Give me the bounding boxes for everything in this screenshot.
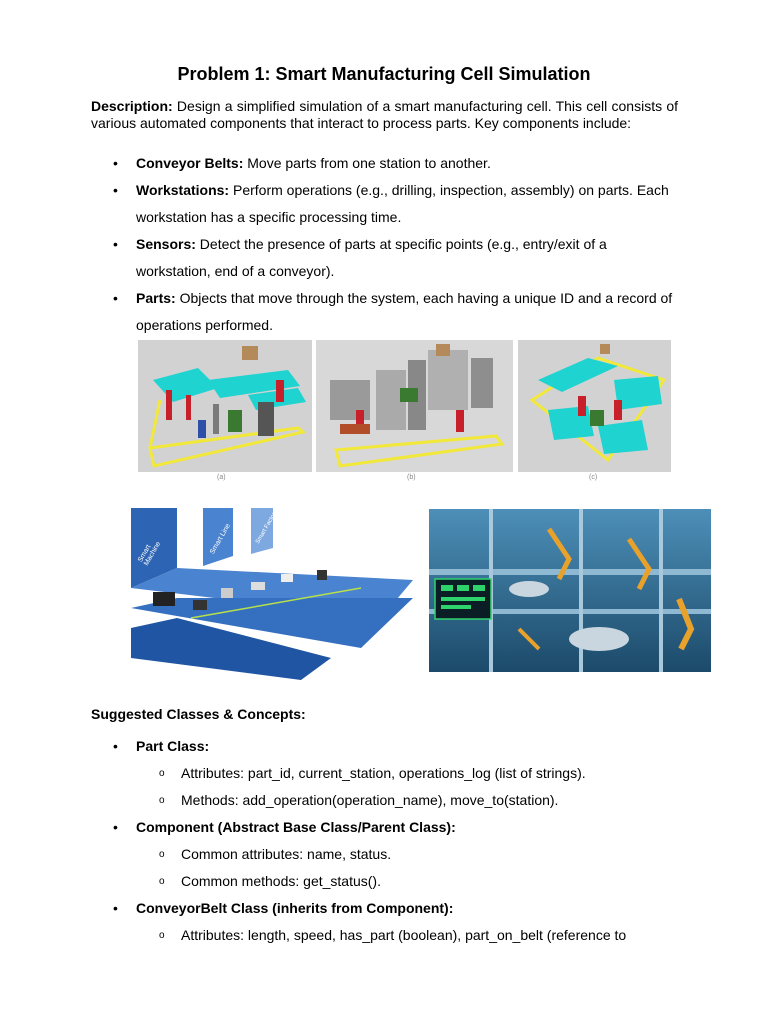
simulation-image-a <box>138 340 312 472</box>
component-text: Detect the presence of parts at specific points (e.g., entry/exit of a workstation, end of a conveyor). <box>136 236 607 279</box>
class-detail-text: Attributes: length, speed, has_part (boolean), part_on_belt (reference to <box>181 927 627 943</box>
bullet-icon: • <box>113 182 118 198</box>
class-detail-item <box>136 760 691 787</box>
figure-caption: (a) <box>217 474 226 481</box>
factory-photo <box>429 509 711 672</box>
class-detail-item <box>136 922 691 949</box>
component-name: Parts: <box>136 290 176 306</box>
class-detail-list <box>136 922 691 949</box>
classes-list <box>91 733 691 949</box>
component-name: Sensors: <box>136 236 196 252</box>
smart-factory-diagram <box>131 508 413 680</box>
description-text: Design a simplified simulation of a smart manufacturing cell. This cell consists of various automated components that interact to process parts. Key components include: <box>91 98 678 131</box>
figure-caption: (c) <box>589 474 598 481</box>
sub-bullet-icon: o <box>159 876 165 887</box>
class-name: Component (Abstract Base Class/Parent Class): <box>136 819 456 835</box>
class-detail-text: Common attributes: name, status. <box>181 846 392 862</box>
class-detail-text: Methods: add_operation(operation_name), move_to(station). <box>181 792 559 808</box>
list-item <box>91 231 681 285</box>
sub-bullet-icon: o <box>159 768 165 779</box>
simulation-image-c <box>518 340 671 472</box>
class-detail-list <box>136 760 691 814</box>
simulation-image-b <box>316 340 513 472</box>
list-item <box>91 285 681 339</box>
component-name: Workstations: <box>136 182 230 198</box>
sub-bullet-icon: o <box>159 930 165 941</box>
bullet-icon: • <box>113 900 118 916</box>
description-label: Description: <box>91 98 173 114</box>
class-detail-list <box>136 841 691 895</box>
list-item <box>91 177 681 231</box>
description-paragraph <box>91 98 678 132</box>
bullet-icon: • <box>113 155 118 171</box>
list-item <box>91 150 681 177</box>
class-item <box>91 814 691 895</box>
class-detail-item <box>136 787 691 814</box>
class-detail-text: Attributes: part_id, current_station, operations_log (list of strings). <box>181 765 586 781</box>
page-title: Problem 1: Smart Manufacturing Cell Simulation <box>177 64 591 84</box>
class-detail-text: Common methods: get_status(). <box>181 873 381 889</box>
figure-caption: (b) <box>407 474 416 481</box>
component-text: Objects that move through the system, each having a unique ID and a record of operations performed. <box>136 290 673 333</box>
class-item <box>91 733 691 814</box>
diagram-label-line: Smart Line <box>209 522 232 556</box>
suggested-heading: Suggested Classes & Concepts: <box>91 706 306 722</box>
class-detail-item <box>136 868 691 895</box>
component-text: Move parts from one station to another. <box>243 155 491 171</box>
class-name: ConveyorBelt Class (inherits from Component): <box>136 900 454 916</box>
class-detail-item <box>136 841 691 868</box>
bullet-icon: • <box>113 290 118 306</box>
sub-bullet-icon: o <box>159 795 165 806</box>
class-item <box>91 895 691 949</box>
bullet-icon: • <box>113 738 118 754</box>
diagram-label-machine: Smart Machine <box>137 540 163 567</box>
component-text: Perform operations (e.g., drilling, inspection, assembly) on parts. Each workstation has a specific processing time. <box>136 182 669 225</box>
class-name: Part Class: <box>136 738 210 754</box>
component-name: Conveyor Belts: <box>136 155 244 171</box>
bullet-icon: • <box>113 236 118 252</box>
diagram-label-factory: Smart Factory <box>255 509 280 545</box>
bullet-icon: • <box>113 819 118 835</box>
component-list <box>91 150 681 339</box>
sub-bullet-icon: o <box>159 849 165 860</box>
